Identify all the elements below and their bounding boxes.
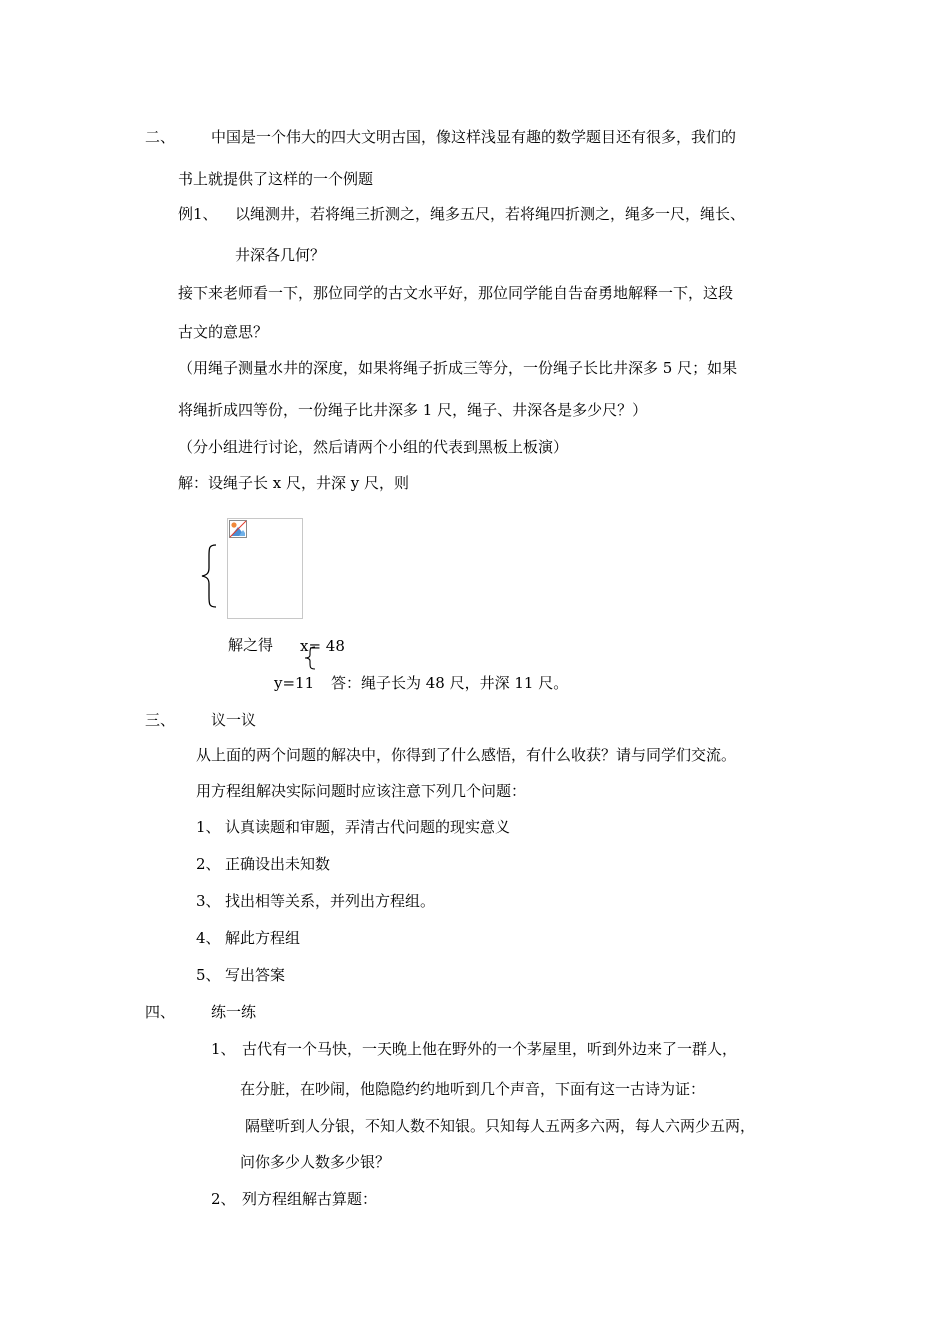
exercise-1-number: 1、: [211, 1040, 236, 1058]
step-number: 1、: [196, 818, 221, 836]
teacher-prompt-line2: 古文的意思？: [178, 323, 269, 341]
final-answer: 答：绳子长为 48 尺，井深 11 尺。: [331, 674, 569, 692]
step-number: 3、: [196, 892, 221, 910]
small-brace-icon: [303, 646, 317, 670]
poem-line2: 问你多少人数多少银？: [240, 1153, 391, 1171]
step-text: 解此方程组: [225, 929, 301, 947]
example-label: 例1、: [178, 205, 218, 223]
broken-image-icon: [229, 520, 247, 538]
step-text: 找出相等关系，并列出方程组。: [225, 892, 436, 910]
exercise-1-line1: 古代有一个马快，一天晚上他在野外的一个茅屋里，听到外边来了一群人，: [242, 1040, 738, 1058]
reflection-line1: 从上面的两个问题的解决中，你得到了什么感悟，有什么收获？请与同学们交流。: [196, 746, 737, 764]
step-number: 5、: [196, 966, 221, 984]
section-4-number: 四、: [145, 1003, 176, 1021]
solve-label: 解之得: [228, 636, 274, 654]
left-brace-icon: [200, 544, 220, 608]
step-text: 正确设出未知数: [225, 855, 331, 873]
exercise-1-line2: 在分脏，在吵闹，他隐隐约约地听到几个声音，下面有这一古诗为证：: [240, 1080, 706, 1098]
teacher-prompt-line1: 接下来老师看一下，那位同学的古文水平好，那位同学能自告奋勇地解释一下，这段: [178, 284, 734, 302]
solution-setup: 解：设绳子长 x 尺，井深 y 尺，则: [178, 474, 410, 492]
section-4-title: 练一练: [211, 1003, 257, 1021]
x-result: x= 48: [300, 637, 345, 655]
step-number: 2、: [196, 855, 221, 873]
section-2-number: 二、: [145, 128, 176, 146]
example-line2: 井深各几何？: [235, 246, 326, 264]
step-text: 写出答案: [225, 966, 286, 984]
section-2-intro-line2: 书上就提供了这样的一个例题: [178, 170, 374, 188]
section-3-number: 三、: [145, 711, 176, 729]
y-result: y=11: [274, 674, 315, 692]
equation-image-placeholder: [227, 518, 303, 619]
section-3-title: 议一议: [211, 711, 257, 729]
exercise-2-number: 2、: [211, 1190, 236, 1208]
example-line1: 以绳测井，若将绳三折测之，绳多五尺，若将绳四折测之，绳多一尺，绳长、: [235, 205, 746, 223]
explanation-line2: 将绳折成四等份，一份绳子比井深多 1 尺，绳子、井深各是多少尺？）: [178, 401, 648, 419]
reflection-line2: 用方程组解决实际问题时应该注意下列几个问题：: [196, 782, 527, 800]
exercise-2-text: 列方程组解古算题：: [242, 1190, 378, 1208]
poem-line1: 隔壁听到人分银，不知人数不知银。只知每人五两多六两，每人六两少五两，: [245, 1117, 756, 1135]
discussion-note: （分小组进行讨论，然后请两个小组的代表到黑板上板演）: [178, 438, 569, 456]
step-text: 认真读题和审题，弄清古代问题的现实意义: [225, 818, 511, 836]
section-2-intro-line1: 中国是一个伟大的四大文明古国，像这样浅显有趣的数学题目还有很多，我们的: [211, 128, 737, 146]
step-number: 4、: [196, 929, 221, 947]
explanation-line1: （用绳子测量水井的深度，如果将绳子折成三等分，一份绳子长比井深多 5 尺；如果: [178, 359, 738, 377]
